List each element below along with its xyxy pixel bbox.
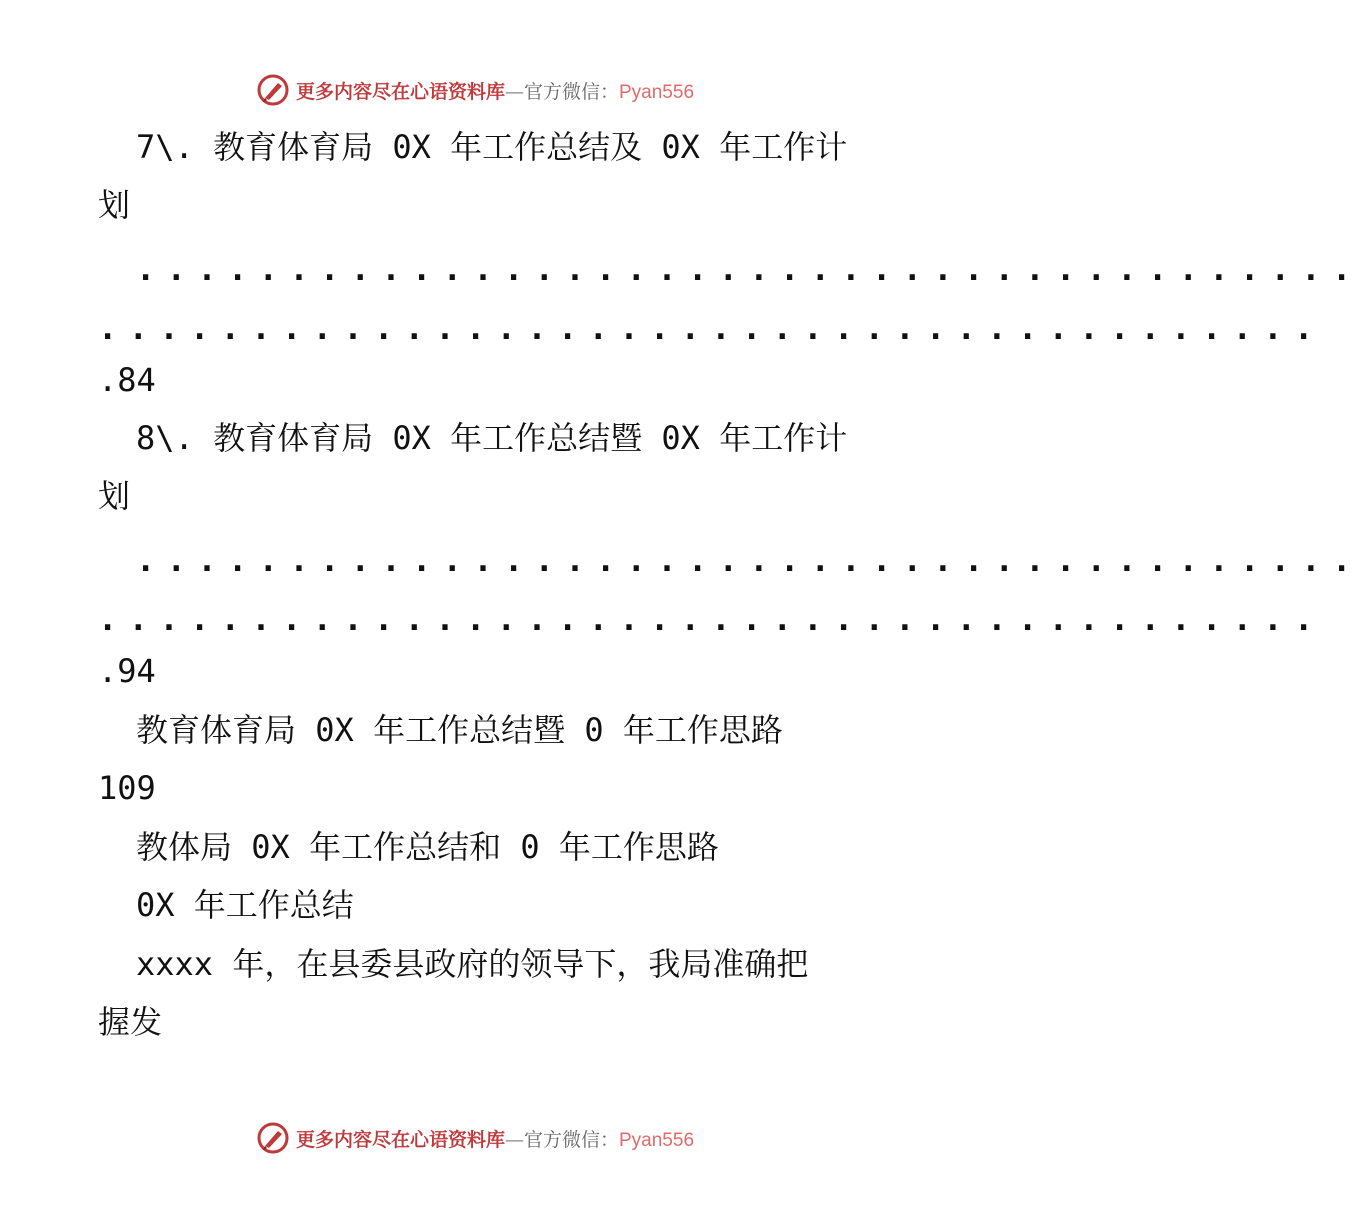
toc-item-7-leader-dots-cont: ........................................	[98, 309, 1325, 347]
watermark-handle: Pyan556	[619, 81, 695, 103]
toc-item-8-page-number: .94	[98, 652, 156, 690]
section-heading-1-page: 109	[98, 769, 156, 807]
pen-logo-icon	[256, 73, 290, 107]
toc-item-8-leader-dots: ........................................	[136, 541, 1363, 579]
paragraph-line-2: 握发	[98, 1003, 163, 1041]
watermark-footer	[0, 1118, 950, 1158]
toc-item-8-leader-dots-cont: ........................................	[98, 600, 1325, 638]
watermark-dash: —	[504, 80, 524, 103]
watermark-official-label: 官方微信：	[523, 1128, 619, 1151]
pen-logo-icon	[256, 1121, 290, 1155]
watermark-site-text: 更多内容尽在心语资料库	[295, 80, 505, 103]
watermark-official-label: 官方微信：	[523, 80, 619, 103]
toc-item-8-title: 8\. 教育体育局 0X 年工作总结暨 0X 年工作计	[136, 419, 848, 457]
section-heading-2: 教体局 0X 年工作总结和 0 年工作思路	[136, 828, 719, 866]
toc-item-7-leader-dots: ........................................	[136, 250, 1363, 288]
paragraph-line-1: xxxx 年，在县委县政府的领导下，我局准确把	[136, 945, 809, 983]
watermark-handle: Pyan556	[619, 1129, 695, 1151]
toc-item-7-title-cont: 划	[98, 186, 131, 224]
watermark-text	[296, 77, 694, 104]
watermark-text	[296, 1125, 694, 1152]
section-heading-1: 教育体育局 0X 年工作总结暨 0 年工作思路	[136, 711, 783, 749]
watermark-dash: —	[504, 1128, 524, 1151]
watermark-header	[0, 70, 950, 110]
toc-item-8-title-cont: 划	[98, 477, 131, 515]
section-heading-3: 0X 年工作总结	[136, 886, 354, 924]
watermark-site-text: 更多内容尽在心语资料库	[295, 1128, 505, 1151]
toc-item-7-page-number: .84	[98, 361, 156, 399]
toc-item-7-title: 7\. 教育体育局 0X 年工作总结及 0X 年工作计	[136, 128, 848, 166]
